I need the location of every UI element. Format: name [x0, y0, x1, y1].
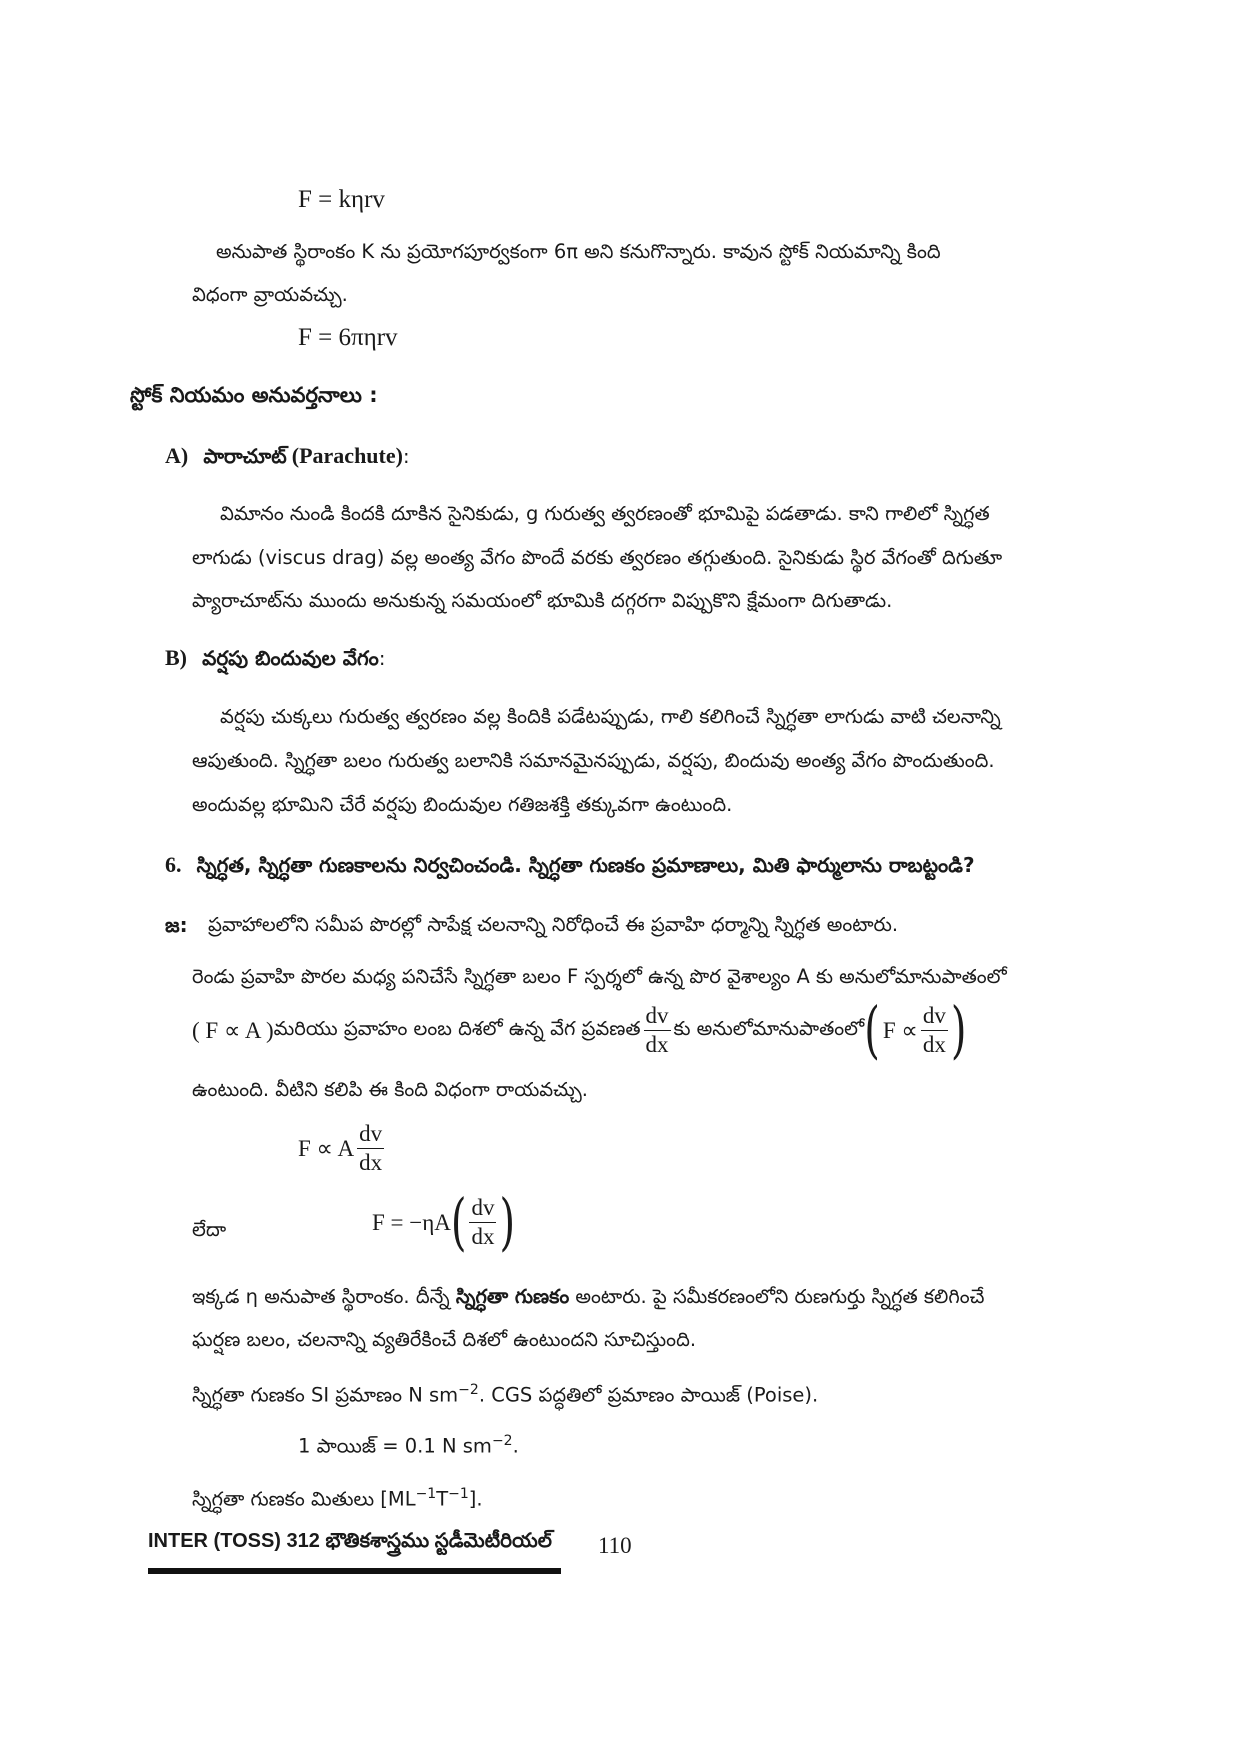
answer-line4: ఉంటుంది. వీటిని కలిపి ఈ కింది విధంగా రాయవచ్చు. — [192, 1078, 588, 1101]
heading-applications: స్టోక్ నియమం అనువర్తనాలు : — [130, 383, 378, 407]
equation-proportional: F ∝ A $\frac{dv}{dx}$ — [298, 1121, 383, 1176]
para1-line1: అనుపాత స్థిరాంకం K ను ప్రయోగపూర్వకంగా 6π అని కనుగొన్నారు. కావున స్టోక్ నియమాన్ని కింది — [216, 240, 941, 263]
section-a-line2: లాగుడు (viscus drag) వల్ల అంత్య వేగం పొందే వరకు త్వరణం తగ్గుతుంది. సైనికుడు స్థిర వేగంతో దిగుతూ — [192, 546, 1003, 569]
poise-conversion: 1 పాయిజ్ = 0.1 N $sm^{-2}$. — [298, 1433, 519, 1458]
equation-viscous-force: F = −ηA ( $\frac{dv}{dx}$ ) — [372, 1186, 516, 1259]
dimensions-line: స్నిగ్ధతా గుణకం మితులు $[ML^{-1}T^{-1}]$. — [192, 1486, 483, 1511]
section-b-heading: B) వర్షపు బిందువుల వేగం: — [165, 645, 386, 670]
footer-rule — [148, 1568, 561, 1574]
proportion-fraction: $\frac{dv}{dx}$ — [922, 1003, 946, 1058]
question-6: 6. స్నిగ్ధత, స్నిగ్ధతా గుణకాలను నిర్వచించండి. స్నిగ్ధతా గుణకం ప్రమాణాలు, మితి ఫార్ములాను రాబట్టండి? — [165, 852, 975, 877]
equation-stokes-law: F = 6πηrv — [298, 324, 398, 351]
section-a-line3: ప్యారాచూట్‌ను ముందు అనుకున్న సమయంలో భూమికి దగ్గరగా విప్పుకొని క్షేమంగా దిగుతాడు. — [192, 589, 893, 612]
footer-title: INTER (TOSS) 312 భౌతికశాస్త్రము స్టడీమెటీరియల్ — [148, 1530, 552, 1552]
page-number: 110 — [598, 1533, 632, 1558]
answer-line1: ప్రవాహాలలోని సమీప పొరల్లో సాపేక్ష చలనాన్ని నిరోధించే ఈ ప్రవాహి ధర్మాన్ని స్నిగ్ధత అంటారు. — [208, 913, 899, 936]
eta-line1: ఇక్కడ η అనుపాత స్థిరాంకం. దీన్నే స్నిగ్ధతా గుణకం అంటారు. పై సమీకరణంలోని రుణగుర్తు స్నిగ్ధత కలిగించే — [192, 1285, 985, 1308]
section-a-heading: A) పారాచూట్ (Parachute): — [165, 443, 410, 468]
eta-line2: ఘర్షణ బలం, చలనాన్ని వ్యతిరేకించే దిశలో ఉంటుందని సూచిస్తుంది. — [192, 1328, 697, 1351]
section-b-line2: ఆపుతుంది. స్నిగ్ధతా బలం గురుత్వ బలానికి సమానమైనప్పుడు, వర్షపు, బిందువు అంత్య వేగం పొందుతుంది. — [192, 749, 995, 772]
answer-line2: రెండు ప్రవాహి పొరల మధ్య పనిచేసే స్నిగ్ధతా బలం F స్పర్శలో ఉన్న పొర వైశాల్యం A కు అనులోమానుపాతంలో — [192, 965, 1007, 988]
answer-label: జ: — [165, 913, 188, 937]
section-a-line1: విమానం నుండి కిందకి దూకిన సైనికుడు, g గురుత్వ త్వరణంతో భూమిపై పడతాడు. కాని గాలిలో స్నిగ్ధత — [220, 502, 990, 525]
section-b-line1: వర్షపు చుక్కలు గురుత్వ త్వరణం వల్ల కిందికి పడేటప్పుడు, గాలి కలిగించే స్నిగ్ధతా లాగుడు వాటి చలనాన్ని — [220, 705, 1001, 728]
answer-line3: ( F ∝ A ) మరియు ప్రవాహం లంబ దిశలో ఉన్న వేగ ప్రవణత $\frac{dv}{dx}$ కు అనులోమానుపాతంలో ( F ∝ $\frac{dv}{dx}$ ) — [192, 994, 967, 1067]
section-b-line3: అందువల్ల భూమిని చేరే వర్షపు బిందువుల గతిజశక్తి తక్కువగా ఉంటుంది. — [192, 793, 733, 816]
equation-stokes-general: F = kηrv — [298, 186, 385, 213]
velocity-gradient-fraction: $\frac{dv}{dx}$ — [645, 1003, 669, 1058]
or-label: లేదా — [192, 1218, 227, 1241]
para1-line2: విధంగా వ్రాయవచ్చు. — [192, 283, 348, 306]
si-units-line: స్నిగ్ధతా గుణకం SI ప్రమాణం N $sm^{-2}$. CGS పద్ధతిలో ప్రమాణం పాయిజ్ (Poise). — [192, 1382, 819, 1407]
